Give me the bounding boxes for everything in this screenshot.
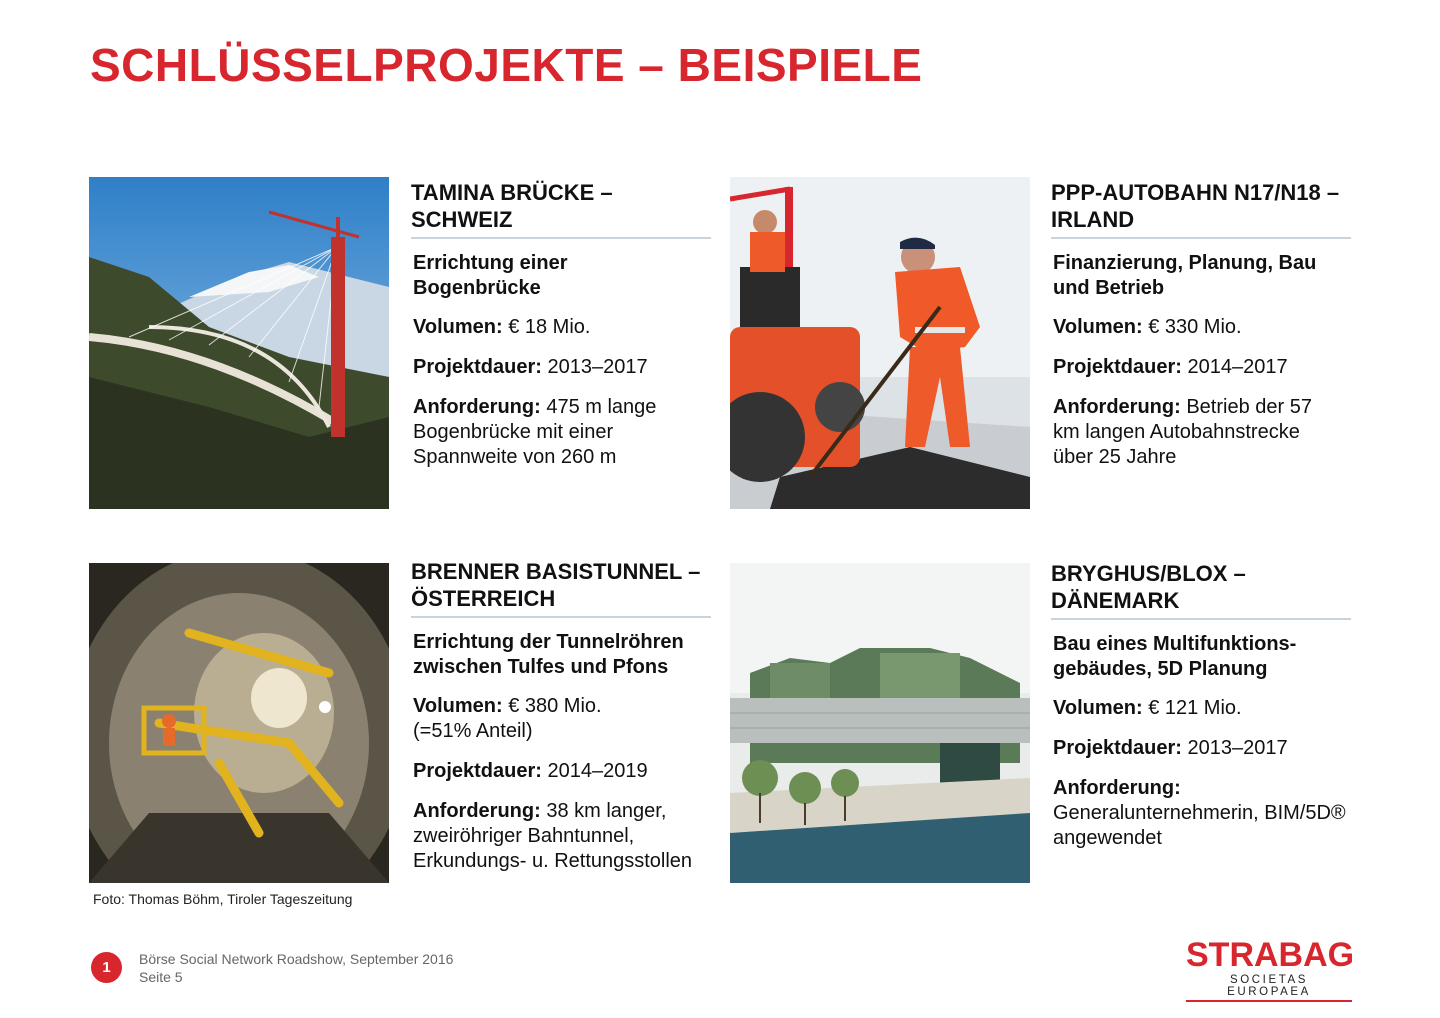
strabag-logo: [1186, 936, 1355, 1002]
project-volume: Volumen: € 380 Mio. (=51% Anteil): [413, 695, 602, 742]
building-render: [730, 563, 1030, 883]
project-heading: BRYGHUS/BLOX – DÄNEMARK: [1051, 560, 1351, 620]
project-duration: Projektdauer: 2013–2017: [413, 356, 648, 378]
project-description: Finanzierung, Planung, Bau und Betrieb: [1053, 252, 1317, 299]
project-description: Bau eines Multifunktions- gebäudes, 5D Planung: [1053, 633, 1297, 680]
project-autobahn: [1051, 179, 1351, 485]
project-tamina: [411, 179, 711, 485]
road-worker-photo: [730, 177, 1030, 509]
tunnel-photo: [89, 563, 389, 883]
footer-page: Seite 5: [139, 969, 183, 985]
project-heading: TAMINA BRÜCKE – SCHWEIZ: [411, 179, 711, 239]
project-description: Errichtung der Tunnelröhren zwischen Tulfes und Pfons: [413, 631, 684, 678]
project-duration: Projektdauer: 2014–2017: [1053, 356, 1288, 378]
project-volume: Volumen: € 121 Mio.: [1053, 697, 1242, 719]
logo-tagline: SOCIETAS EUROPAEA: [1186, 974, 1352, 1002]
page-title: SCHLÜSSELPROJEKTE – BEISPIELE: [90, 39, 923, 91]
project-volume: Volumen: € 330 Mio.: [1053, 316, 1242, 338]
photo-credit: Foto: Thomas Böhm, Tiroler Tageszeitung: [93, 891, 353, 907]
page-number-badge: 1: [91, 952, 122, 983]
project-heading: BRENNER BASISTUNNEL – ÖSTERREICH: [411, 558, 711, 618]
footer-text: [139, 950, 453, 986]
footer-event: Börse Social Network Roadshow, September 2016: [139, 951, 454, 967]
project-duration: Projektdauer: 2014–2019: [413, 760, 648, 782]
project-requirement: Anforderung: Betrieb der 57 km langen Autobahnstrecke über 25 Jahre: [1053, 396, 1312, 468]
logo-name: STRABAG: [1186, 936, 1355, 974]
bridge-photo: [89, 177, 389, 509]
project-bryghus: [1051, 560, 1351, 866]
project-brenner: [411, 558, 711, 889]
project-description: Errichtung einer Bogenbrücke: [413, 252, 568, 299]
project-heading: PPP-AUTOBAHN N17/N18 – IRLAND: [1051, 179, 1351, 239]
project-duration: Projektdauer: 2013–2017: [1053, 737, 1288, 759]
project-volume: Volumen: € 18 Mio.: [413, 316, 591, 338]
project-requirement: Anforderung: 475 m lange Bogenbrücke mit einer Spannweite von 260 m: [413, 396, 657, 468]
project-requirement: Anforderung: 38 km langer, zweiröhriger Bahntunnel, Erkundungs- u. Rettungsstollen: [413, 800, 693, 872]
project-requirement: Anforderung: Generalunternehmerin, BIM/5D® angewendet: [1053, 777, 1346, 849]
